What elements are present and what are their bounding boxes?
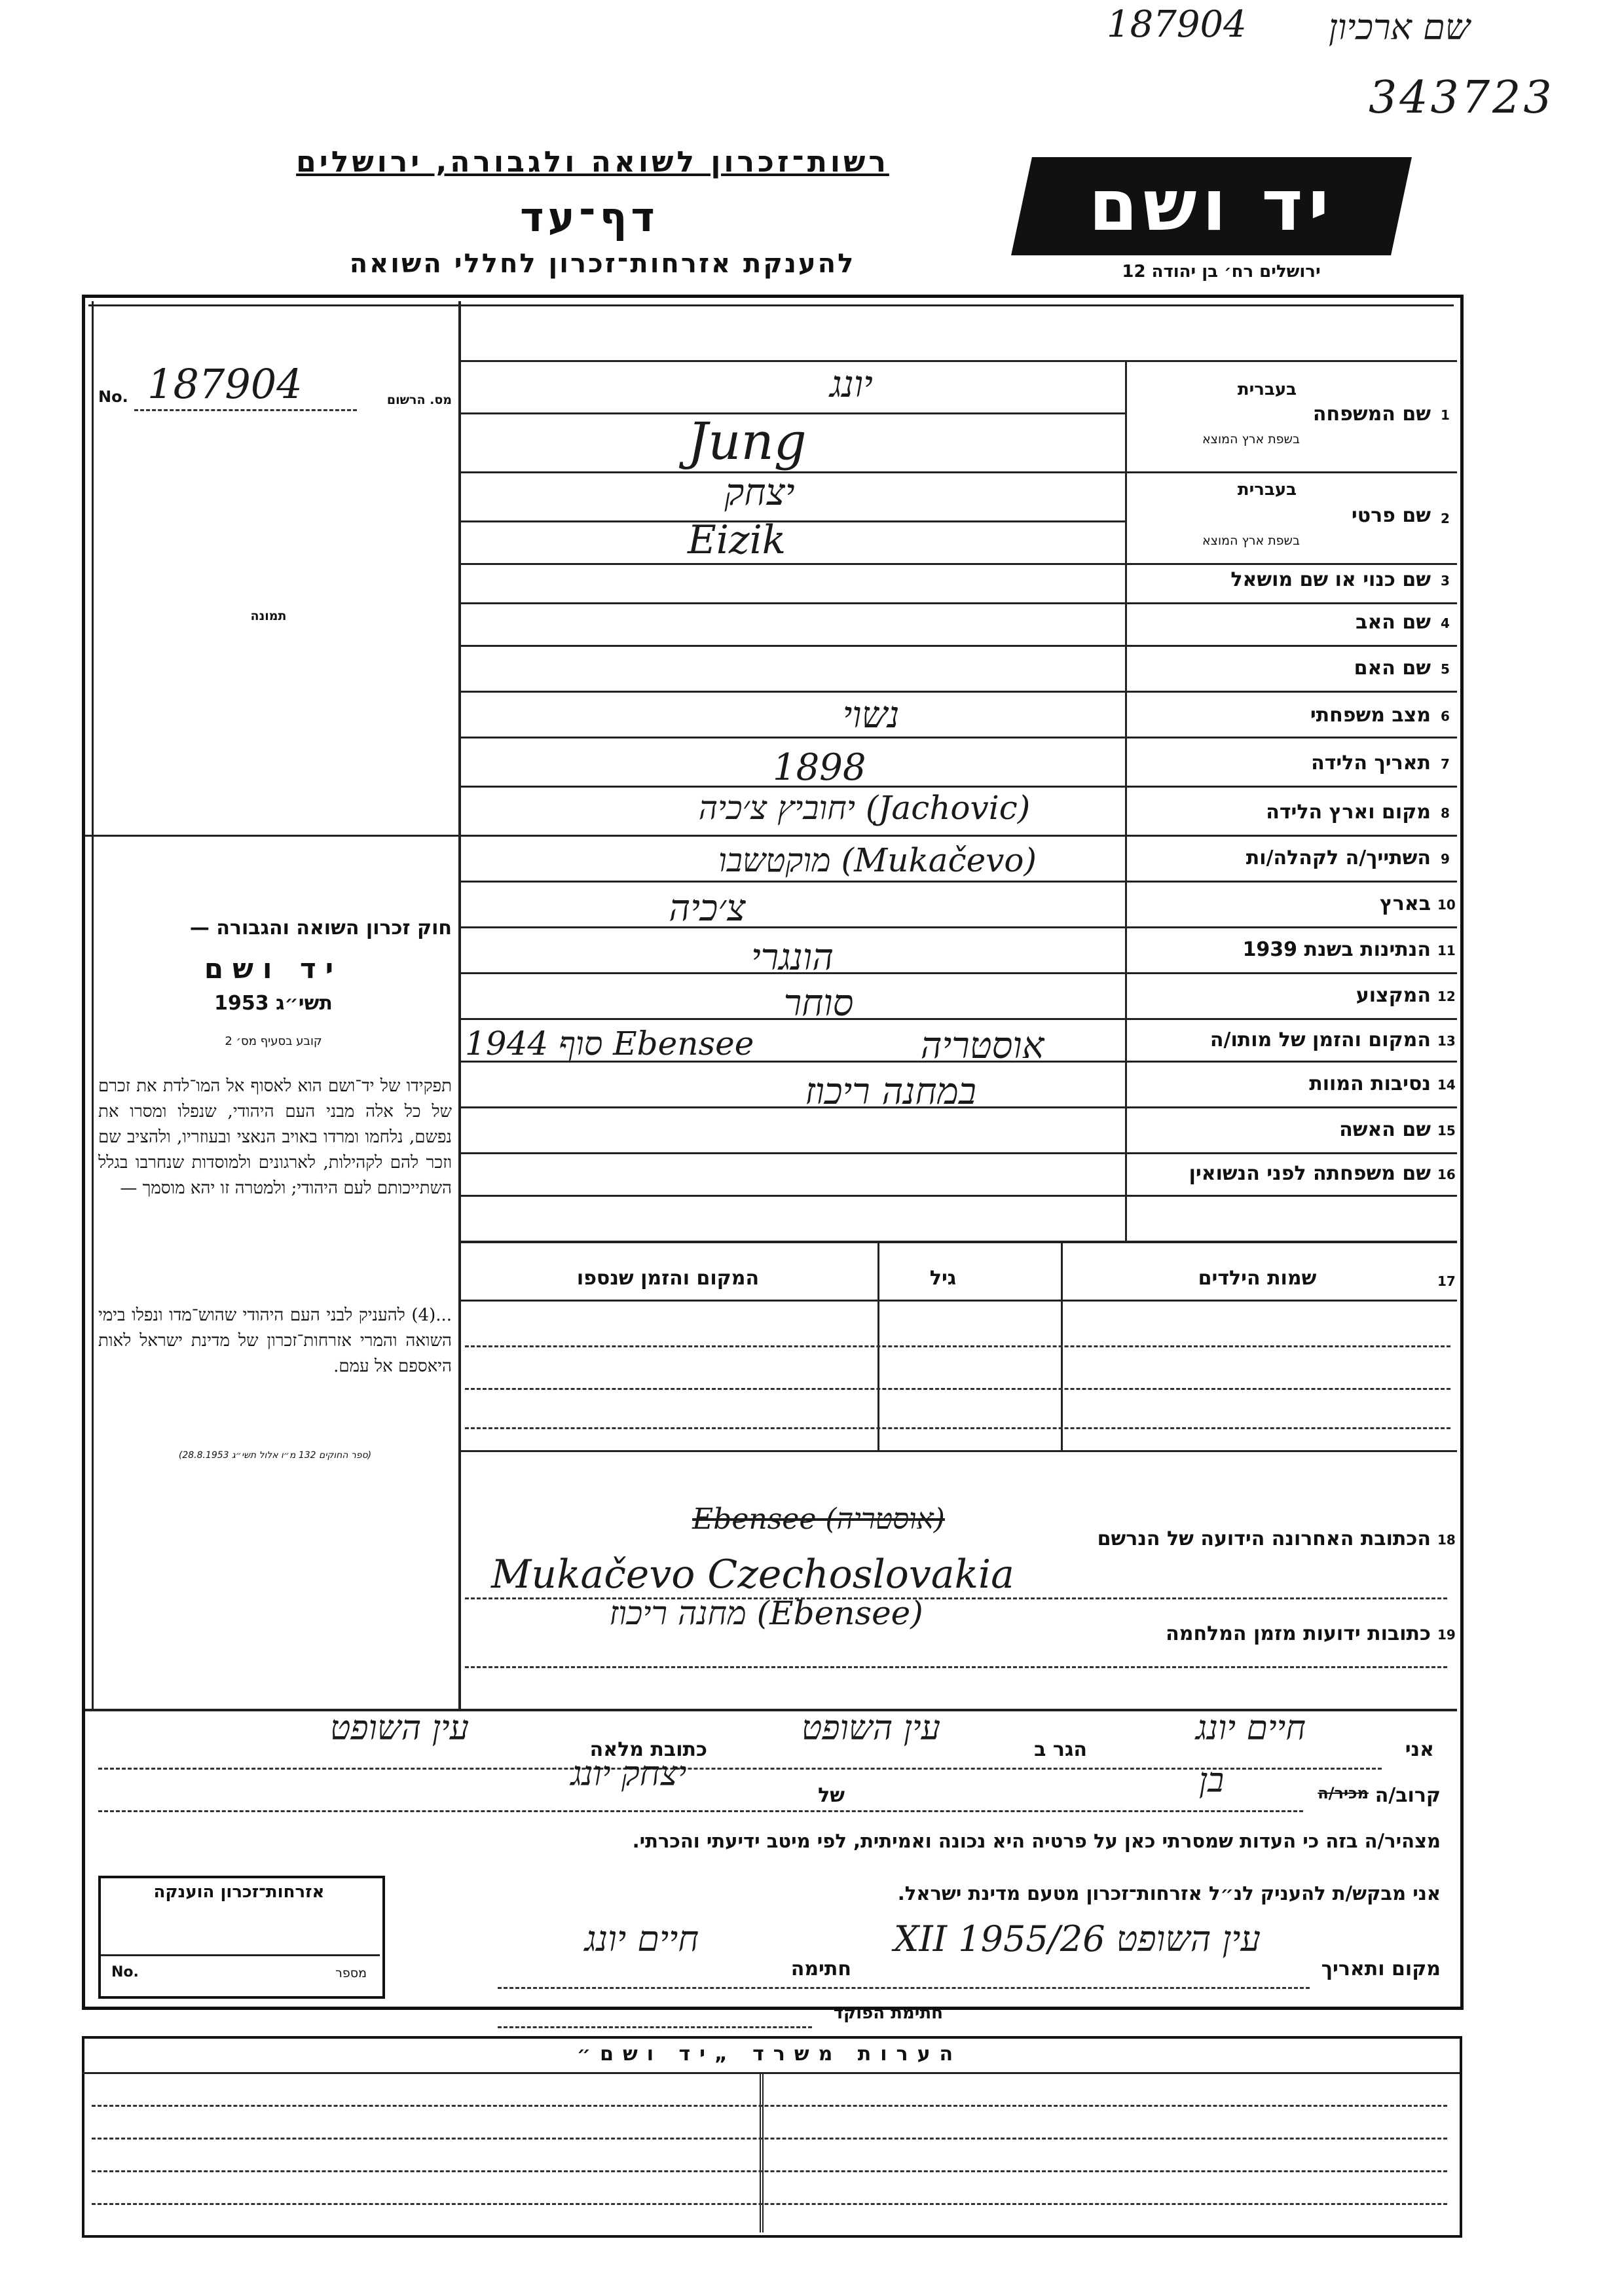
row-line [458,737,1457,738]
birthplace-value: (Jachovic) יחוביץ צ׳כיה [698,789,1031,827]
children-row-line [465,1427,1450,1429]
archive-number-top: 187904 [1107,3,1247,46]
children-row-line [465,1345,1450,1347]
field-number: 19 [1437,1627,1456,1643]
office-remarks-header-line [82,2072,1460,2074]
law-text-purpose: תפקידו של יד־ושם הוא לאסוף אל המו־לדת את זכרם של כל אלה מבני העם היהודי, שנפלו ומסרו את נפשם, נלחמו ומרדו באויב הנאצי ובעוזריו, ולהציב שם וזכר להם לקהילות, לארגונים ולמוסדות שנחרבו בגלל השתייכותם לעם היהודי; ולמטרה זו יהא מוסמך — [98,1076,452,1198]
field-number: 4 [1441,615,1450,631]
last-address-value: Mukačevo Czechoslovakia [491,1552,1014,1597]
row-line [458,926,1457,928]
row-line [458,645,1457,647]
law-title: חוק זכרון השואה והגבורה — [189,917,452,939]
photo-label: תמונה [250,609,287,623]
field-label-wife: שם האשה [1339,1118,1431,1141]
field-label-birthplace: מקום וארץ הלידה [1266,801,1431,824]
field-label-wife-maiden: שם משפחתה לפני הנשואין [1189,1162,1431,1185]
law-source: (ספר החוקים 132 מ״ו אלול תשי״ג 28.8.1953) [178,1450,372,1461]
witness-full-address-label: כתובת מלאה [589,1738,707,1761]
firstname-hebrew-value: יצחק [724,471,795,514]
children-col-age: גיל [929,1267,957,1290]
row-line [458,972,1457,974]
place-date-label: מקום ותאריך [1321,1958,1441,1980]
children-col-names: שמות הילדים [1198,1267,1317,1290]
sidebar-divider [458,301,461,1709]
archive-number-second: 343723 [1369,72,1555,124]
witness-of-value: יצחק יונג [570,1755,687,1794]
field-number: 13 [1437,1033,1456,1049]
field-number: 8 [1441,805,1450,821]
field-number: 15 [1437,1123,1456,1139]
law-clause: קובע בסעיף מס׳ 2 [225,1034,322,1048]
field-number: 14 [1437,1077,1456,1093]
witness-relation-label: קרוב/ה [1375,1784,1441,1807]
witness-resides-value: עין השופט [801,1709,941,1748]
citizenship-box-divider [101,1954,380,1956]
row-line [458,835,1457,837]
field-number: 17 [1437,1273,1456,1289]
field-label-marital: מצב משפחתי [1310,704,1431,727]
field-number: 11 [1437,943,1456,958]
field-sub-local: בשפת ארץ המוצא [1202,534,1300,548]
field-label-community: השתייך/ה לקהלה/ות [1246,847,1431,869]
row-line [458,1152,1457,1154]
registration-line [134,409,357,411]
children-bottom-line [458,1450,1457,1452]
surname-hebrew-value: יונג [830,363,873,406]
row-line [458,520,1125,522]
office-remarks-row [92,2138,1447,2140]
row-line [458,1195,1457,1197]
field-label-surname: שם המשפחה [1312,403,1431,426]
citizenship-box-no: No. [111,1964,139,1980]
signature-line [498,1987,1310,1989]
office-remarks-title: הערות משרד „יד ושם״ [576,2043,963,2066]
firstname-local-value: Eizik [688,517,786,563]
signature-label: חתימה [790,1958,851,1980]
signature-value: חיים יונג [584,1918,699,1959]
witness-relation-value: בן [1198,1761,1225,1800]
field-label-wartime-addresses: כתובות ידועות מזמן המלחמה [1166,1622,1431,1645]
birthdate-value: 1898 [773,746,866,789]
registration-label: מס. הרשום [386,393,452,407]
archive-note-top: שם ארכיון [1328,7,1470,48]
row-line [458,602,1457,604]
row-line [458,881,1457,883]
field-label-mother: שם האם [1354,657,1431,680]
witness-name-value: חיים יונג [1195,1709,1306,1748]
field-label-alias: שם כנוי או שם מושאל [1230,568,1431,591]
field-sub-hebrew: בעברית [1237,480,1297,500]
field-number: 6 [1441,708,1450,724]
witness-request: אני מבקש/ת להעניק לנ״ל אזרחות־זכרון מטעם מדינת ישראל. [897,1882,1441,1904]
citizenship-1939-value: הונגרי [750,936,834,979]
citizenship-box-number-label: מספר [335,1966,367,1980]
field-sub-hebrew: בעברית [1237,380,1297,399]
law-name: יד ושם [204,953,343,985]
wartime-address-value: (Ebensee) מחנה ריכוז [609,1594,923,1632]
field-number: 1 [1441,407,1450,423]
frame-inner-top [88,304,1454,306]
logo-address: ירושלים רח׳ בן יהודה 12 [1122,262,1321,282]
row-line [458,691,1457,693]
field-label-death-circumstances: נסיבות המוות [1309,1072,1431,1095]
witness-resides-label: הגר ב [1034,1738,1087,1761]
children-row-line [465,1388,1450,1390]
citizenship-box-title: אזרחות־זכרון הוענקה [153,1882,325,1902]
field-label-firstname: שם פרטי [1351,504,1431,527]
field-number: 18 [1437,1532,1456,1548]
community-value: (Mukačevo) מוקטשבו [718,841,1037,879]
authority-title: רשות־זכרון לשואה ולגבורה, ירושלים [296,145,889,179]
field-number: 3 [1441,573,1450,589]
witness-of-label: של [818,1784,845,1807]
death-circumstances-value: במחנה ריכוז [805,1070,976,1113]
logo-text: יד ושם [1088,165,1335,247]
field-number: 9 [1441,851,1450,867]
office-remarks-row [92,2170,1447,2172]
field-sub-local: בשפת ארץ המוצא [1202,432,1300,446]
field-label-last-address: הכתובת האחרונה הידועה של הנרשם [1097,1527,1431,1550]
field-number: 12 [1437,989,1456,1004]
form-subtitle: להענקת אזרחות־זכרון לחללי השואה [349,249,856,279]
sidebar-photo-bottom [85,835,458,837]
surname-local-value: Jung [688,412,807,471]
law-year: תשי״ג 1953 [214,992,333,1015]
death-place-time-value: 1944 סוף Ebensee [465,1025,754,1063]
field-number: 10 [1437,897,1456,913]
field-label-birthdate: תאריך הלידה [1311,752,1431,774]
field-label-citizenship-1939: הנתינות בשנת 1939 [1242,938,1431,961]
witness-relation-struck: מכיר/ה [1318,1784,1369,1802]
field-label-country: בארץ [1379,892,1431,915]
witness-ani: אני [1405,1738,1434,1761]
law-text-clause4: ...(4) להעניק לבני העם היהודי שהוש־מדו ונפלו בימי השואה והמרי אזרחות־זכרון של מדינת ישראל לאות היאספם אל עמם. [98,1305,452,1376]
children-col-place: המקום והזמן שנספו [576,1267,760,1290]
witness-full-address-value: עין השופט [329,1709,470,1748]
sidebar-inner-left [92,301,94,1709]
field-label-father: שם האב [1356,611,1431,634]
frame-row-header [458,360,1457,362]
office-remarks-frame [82,2036,1462,2238]
row-line [458,471,1457,473]
registration-number: 187904 [147,360,303,408]
field-number: 7 [1441,756,1450,772]
row-line [458,563,1457,565]
death-country-value: אוסטריה [920,1025,1044,1067]
office-remarks-row [92,2203,1447,2205]
witness-line [98,1810,1303,1812]
official-signature-line [498,2026,812,2028]
field-number: 16 [1437,1167,1456,1182]
address-line [465,1666,1447,1668]
last-address-struck: (אוסטריה) Ebensee [692,1503,945,1536]
row-line [458,1018,1457,1020]
witness-declaration: מצהיר/ה בזה כי העדות שמסרתי כאן על פרטיה היא נכונה ואמיתית, לפי מיטב ידיעתי והכרתי. [632,1830,1441,1852]
marital-status-value: נשוי [842,694,900,737]
row-line [458,1241,1457,1243]
field-number: 5 [1441,661,1450,677]
field-label-profession: המקצוע [1356,984,1431,1007]
profession-value: סוחר [783,982,854,1025]
place-date-value: עין השופט 26/XII 1955 [893,1918,1261,1959]
office-remarks-row [92,2105,1447,2107]
official-signature-label: חתימת הפוקד [833,2003,943,2023]
registration-prefix: No. [98,388,128,406]
office-remarks-divider [760,2072,764,2232]
children-header-line [458,1300,1457,1302]
field-number: 2 [1441,511,1450,526]
country-value: צ׳כיה [669,887,746,930]
field-label-death-place-time: המקום והזמן של מותו/ה [1209,1029,1431,1051]
row-line [458,786,1457,788]
form-title: דף־עד [520,193,659,241]
